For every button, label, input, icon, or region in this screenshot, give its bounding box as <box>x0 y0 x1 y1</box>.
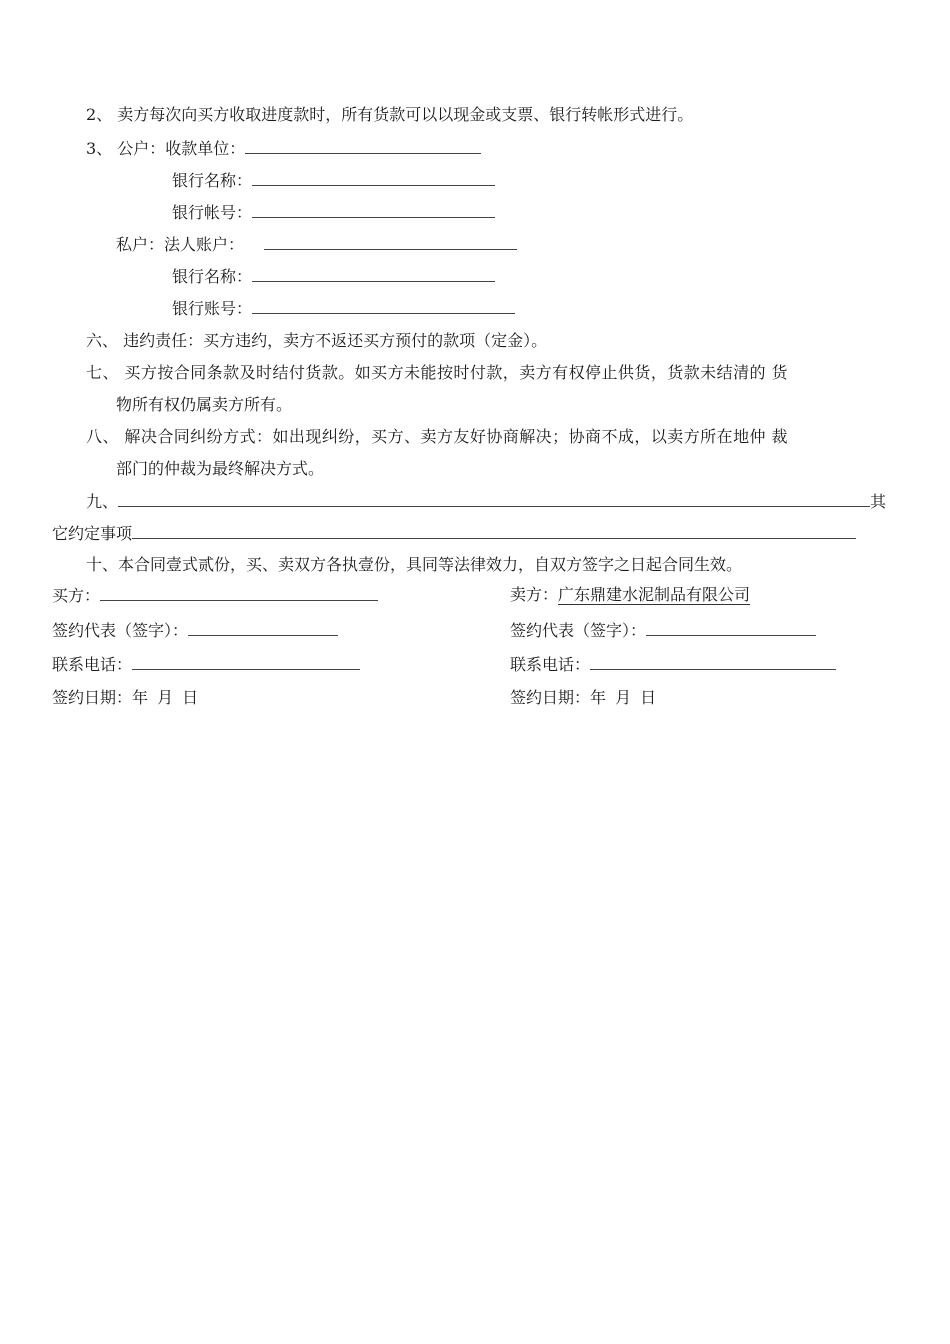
payee-unit-blank <box>245 137 481 154</box>
private-bank-name-blank <box>252 265 495 282</box>
seller-phone-row <box>510 653 836 676</box>
clause-8-line2: 部门的仲裁为最终解决方式。 <box>116 459 325 478</box>
private-account-row <box>116 233 517 256</box>
seller-date: 签约日期：年 月 日 <box>510 688 657 707</box>
seller-party-row <box>510 584 750 606</box>
public-bank-account-blank <box>252 201 495 218</box>
seller-rep-label: 签约代表（签字）： <box>510 621 647 640</box>
clause-9-blank <box>118 490 870 507</box>
clause-10: 十、本合同壹式贰份，买、卖双方各执壹份，具同等法律效力，自双方签字之日起合同生效。 <box>86 555 743 574</box>
seller-label: 卖方： <box>510 585 559 604</box>
buyer-party-row <box>52 584 378 607</box>
buyer-phone-row <box>52 653 360 676</box>
private-bank-name-row <box>172 265 495 288</box>
seller-phone-label: 联系电话： <box>510 655 591 674</box>
buyer-rep-row <box>52 619 338 642</box>
clause-7-line1: 七、 买方按合同条款及时结付货款。如买方未能按时付款，卖方有权停止供货，货款未结清的 货 <box>86 363 788 382</box>
clause-9-suffix: 其 <box>870 492 887 511</box>
buyer-blank <box>100 584 378 601</box>
private-account-label: 私户：法人账户： <box>116 235 245 254</box>
clause-9-other-matters: 它约定事项 <box>52 524 133 543</box>
clause-9-line2 <box>52 522 856 545</box>
seller-rep-row <box>510 619 816 642</box>
private-bank-account-blank <box>252 297 515 314</box>
clause-2: 2、 卖方每次向买方收取进度款时，所有货款可以以现金或支票、银行转帐形式进行。 <box>86 105 694 124</box>
clause-9-line1 <box>86 490 886 513</box>
public-bank-name-label: 银行名称： <box>172 171 253 190</box>
public-bank-name-blank <box>252 169 495 186</box>
buyer-date: 签约日期：年 月 日 <box>52 688 199 707</box>
public-bank-account-row <box>172 201 495 224</box>
private-bank-name-label: 银行名称： <box>172 267 253 286</box>
clause-6: 六、 违约责任：买方违约，卖方不返还买方预付的款项（定金）。 <box>86 331 548 350</box>
public-bank-name-row <box>172 169 495 192</box>
seller-company: 广东鼎建水泥制品有限公司 <box>558 585 751 604</box>
buyer-phone-label: 联系电话： <box>52 655 133 674</box>
clause-3-public-payee <box>86 137 481 160</box>
buyer-phone-blank <box>132 653 360 670</box>
seller-phone-blank <box>590 653 836 670</box>
private-bank-account-row <box>172 297 515 320</box>
seller-rep-blank <box>646 619 816 636</box>
private-account-blank <box>264 233 517 250</box>
public-bank-account-label: 银行帐号： <box>172 203 253 222</box>
clause-9-prefix: 九、 <box>86 492 119 511</box>
buyer-label: 买方： <box>52 586 101 605</box>
clause-3-prefix: 3、 公户：收款单位： <box>86 139 246 158</box>
buyer-rep-blank <box>188 619 338 636</box>
clause-7-line2: 物所有权仍属卖方所有。 <box>116 395 293 414</box>
buyer-rep-label: 签约代表（签字）： <box>52 621 189 640</box>
private-bank-account-label: 银行账号： <box>172 299 253 318</box>
clause-8-line1: 八、 解决合同纠纷方式：如出现纠纷，买方、卖方友好协商解决；协商不成，以卖方所在地仲 裁 <box>86 427 788 446</box>
clause-9-other-blank <box>132 522 856 539</box>
